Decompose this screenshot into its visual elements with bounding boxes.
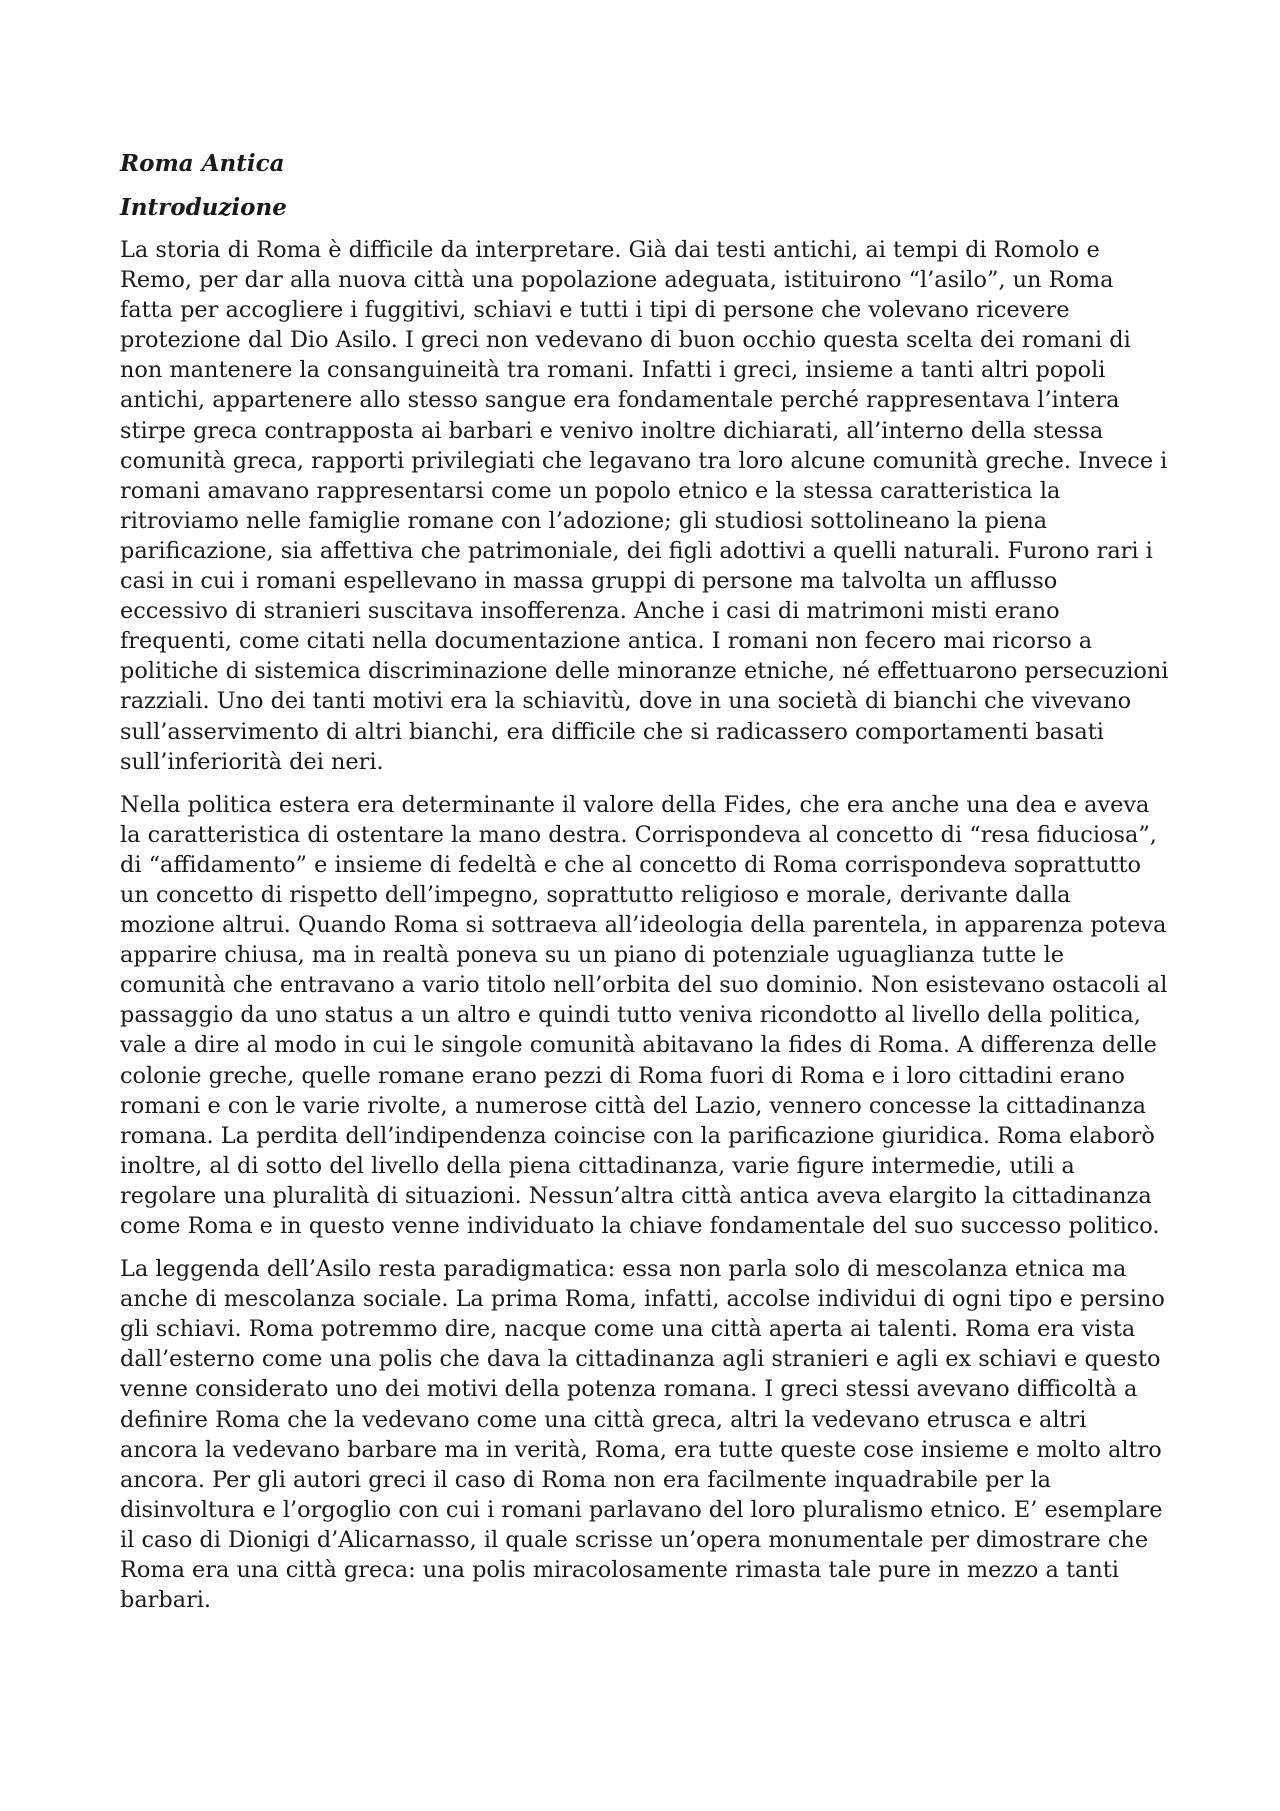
document-title: Roma Antica <box>120 150 285 177</box>
paragraph-2: Nella politica estera era determinante il valore della Fides, che era anche una dea e aveva la caratteristica di ostentare la mano destra. Corrispondeva al concetto di “resa fiduciosa”, di “affidamento” e insieme di fedeltà e che al concetto di Roma corrispondeva soprattutto un concetto di rispetto dell’impegno, soprattutto religioso e morale, derivante dalla mozione altrui. Quando Roma si sottraeva all’ideologia della parentela, in apparenza poteva apparire chiusa, ma in realtà poneva su un piano di potenziale uguaglianza tutte le comunità che entravano a vario titolo nell’orbita del suo dominio. Non esistevano ostacoli al passaggio da uno status a un altro e quindi tutto veniva ricondotto al livello della politica, vale a dire al modo in cui le singole comunità abitavano la fides di Roma. A differenza delle colonie greche, quelle romane erano pezzi di Roma fuori di Roma e i loro cittadini erano romani e con le varie rivolte, a numerose città del Lazio, vennero concesse la cittadinanza romana. La perdita dell’indipendenza coincise con la parificazione giuridica. Roma elaborò inoltre, al di sotto del livello della piena cittadinanza, varie figure intermedie, utili a regolare una pluralità di situazioni. Nessun’altra città antica aveva elargito la cittadinanza come Roma e in questo venne individuato la chiave fondamentale del suo successo politico. <box>120 791 1168 1239</box>
document-page <box>120 148 1170 1628</box>
section-title: Introduzione <box>120 194 287 221</box>
paragraph-3: La leggenda dell’Asilo resta paradigmatica: essa non parla solo di mescolanza etnica ma anche di mescolanza sociale. La prima Roma, infatti, accolse individui di ogni tipo e persino gli schiavi. Roma potremmo dire, nacque come una città aperta ai talenti. Roma era vista dall’esterno come una polis che dava la cittadinanza agli stranieri e agli ex schiavi e questo venne considerato uno dei motivi della potenza romana. I greci stessi avevano difficoltà a definire Roma che la vedevano come una città greca, altri la vedevano etrusca e altri ancora la vedevano barbare ma in verità, Roma, era tutte queste cose insieme e molto altro ancora. Per gli autori greci il caso di Roma non era facilmente inquadrabile per la disinvoltura e l’orgoglio con cui i romani parlavano del loro pluralismo etnico. E’ esemplare il caso di Dionigi d’Alicarnasso, il quale scrisse un’opera monumentale per dimostrare che Roma era una città greca: una polis miracolosamente rimasta tale pure in mezzo a tanti barbari. <box>120 1256 1165 1614</box>
paragraph-1: La storia di Roma è difficile da interpretare. Già dai testi antichi, ai tempi di Romolo e Remo, per dar alla nuova città una popolazione adeguata, istituirono “l’asilo”, un Roma fatta per accogliere i fuggitivi, schiavi e tutti i tipi di persone che volevano ricevere protezione dal Dio Asilo. I greci non vedevano di buon occhio questa scelta dei romani di non mantenere la consanguineità tra romani. Infatti i greci, insieme a tanti altri popoli antichi, appartenere allo stesso sangue era fondamentale perché rappresentava l’intera stirpe greca contrapposta ai barbari e venivo inoltre dichiarati, all’interno della stessa comunità greca, rapporti privilegiati che legavano tra loro alcune comunità greche. Invece i romani amavano rappresentarsi come un popolo etnico e la stessa caratteristica la ritroviamo nelle famiglie romane con l’adozione; gli studiosi sottolineano la piena parificazione, sia affettiva che patrimoniale, dei figli adottivi a quelli naturali. Furono rari i casi in cui i romani espellevano in massa gruppi di persone ma talvolta un afflusso eccessivo di stranieri suscitava insofferenza. Anche i casi di matrimoni misti erano frequenti, come citati nella documentazione antica. I romani non fecero mai ricorso a politiche di sistemica discriminazione delle minoranze etniche, né effettuarono persecuzioni razziali. Uno dei tanti motivi era la schiavitù, dove in una società di bianchi che vivevano sull’asservimento di altri bianchi, era difficile che si radicassero comportamenti basati sull’inferiorità dei neri. <box>120 237 1169 775</box>
